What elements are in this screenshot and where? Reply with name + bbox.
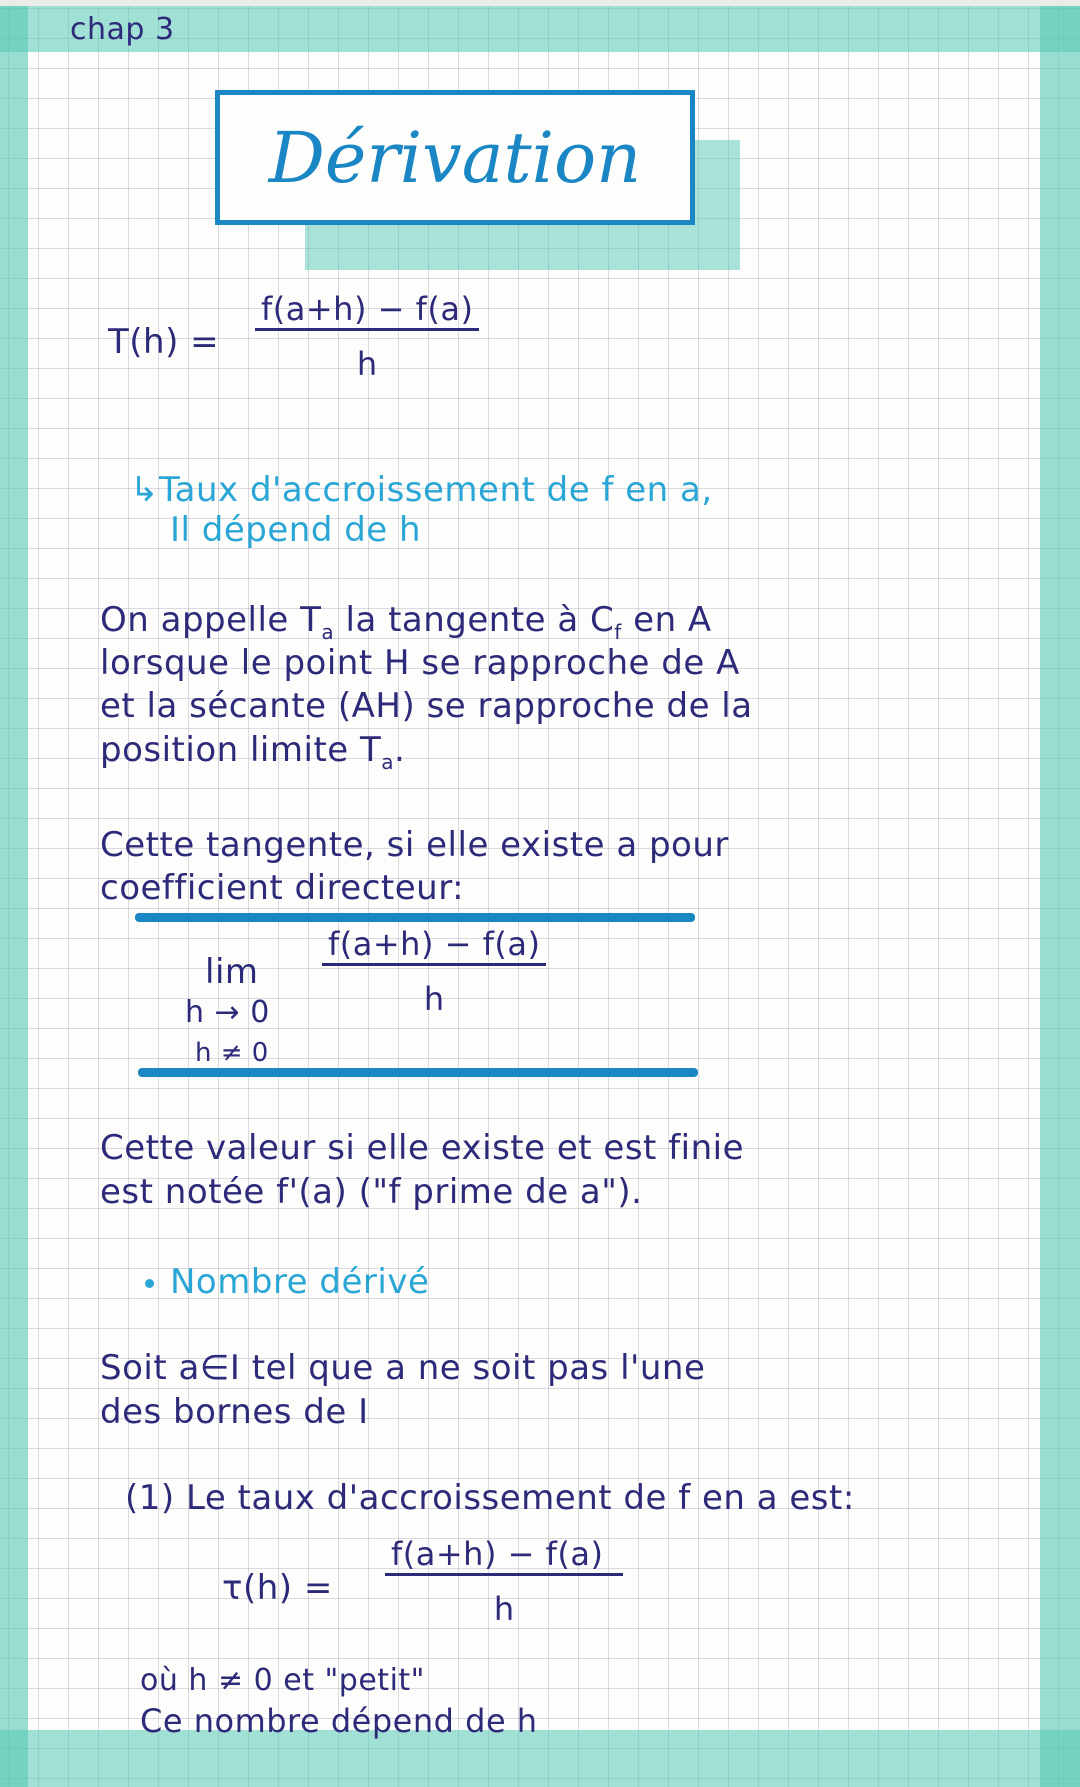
chapter-label: chap 3 [70, 12, 175, 47]
paragraph1-line-3: et la sécante (AH) se rapproche de la [100, 686, 753, 726]
section-heading [145, 1262, 429, 1302]
bullet-icon [145, 1279, 154, 1288]
text-fragment: position limite T [100, 730, 382, 770]
paragraph3-line-1: Cette valeur si elle existe et est finie [100, 1128, 745, 1168]
definition-lhs: τ(h) = [222, 1568, 333, 1608]
definition-line-2: où h ≠ 0 et "petit" [140, 1663, 425, 1698]
limit-bottom-bar [138, 1068, 698, 1077]
limit-top-bar [135, 913, 695, 922]
formula1-fraction [255, 290, 479, 383]
definition-line-3: Ce nombre dépend de h [140, 1702, 538, 1740]
definition-fraction [385, 1535, 623, 1628]
limit-numerator: f(a+h) − f(a) [322, 925, 546, 966]
title-box [215, 90, 695, 225]
paragraph2-line-1: Cette tangente, si elle existe a pour [100, 825, 729, 865]
paragraph1-line-1 [100, 600, 712, 644]
page-title: Dérivation [268, 116, 642, 199]
limit-denominator: h [423, 980, 445, 1018]
text-fragment: . [394, 730, 406, 770]
highlighter-frame-right [1040, 6, 1080, 1787]
formula1-lhs: T(h) = [108, 322, 220, 362]
note-line-1: ↳Taux d'accroissement de f en a, [130, 470, 713, 510]
formula1-denominator: h [356, 345, 378, 383]
highlighter-frame-left [0, 6, 28, 1787]
paragraph2-line-2: coefficient directeur: [100, 868, 465, 908]
paragraph3-line-2: est notée f'(a) ("f prime de a"). [100, 1172, 643, 1212]
paragraph1-line-4 [100, 730, 405, 774]
limit-condition-2: h ≠ 0 [195, 1038, 269, 1068]
subscript: a [381, 749, 395, 774]
paragraph1-line-2: lorsque le point H se rapproche de A [100, 643, 740, 683]
definition-numerator: f(a+h) − f(a) [385, 1535, 623, 1576]
limit-condition-1: h → 0 [185, 995, 270, 1030]
limit-lim: lim [205, 952, 259, 992]
text-fragment: On appelle T [100, 600, 322, 640]
subscript: a [321, 619, 335, 644]
text-fragment: la tangente à C [334, 600, 615, 640]
subscript: f [614, 619, 622, 644]
text-fragment: en A [621, 600, 712, 640]
definition-line-1: (1) Le taux d'accroissement de f en a est: [125, 1478, 855, 1518]
limit-fraction [322, 925, 546, 1018]
section-heading-text: Nombre dérivé [170, 1262, 430, 1302]
paragraph4-line-2: des bornes de I [100, 1392, 369, 1432]
paragraph4-line-1: Soit a∈I tel que a ne soit pas l'une [100, 1348, 706, 1388]
definition-denominator: h [493, 1590, 515, 1628]
formula1-numerator: f(a+h) − f(a) [255, 290, 479, 331]
note-line-2: Il dépend de h [170, 510, 422, 550]
